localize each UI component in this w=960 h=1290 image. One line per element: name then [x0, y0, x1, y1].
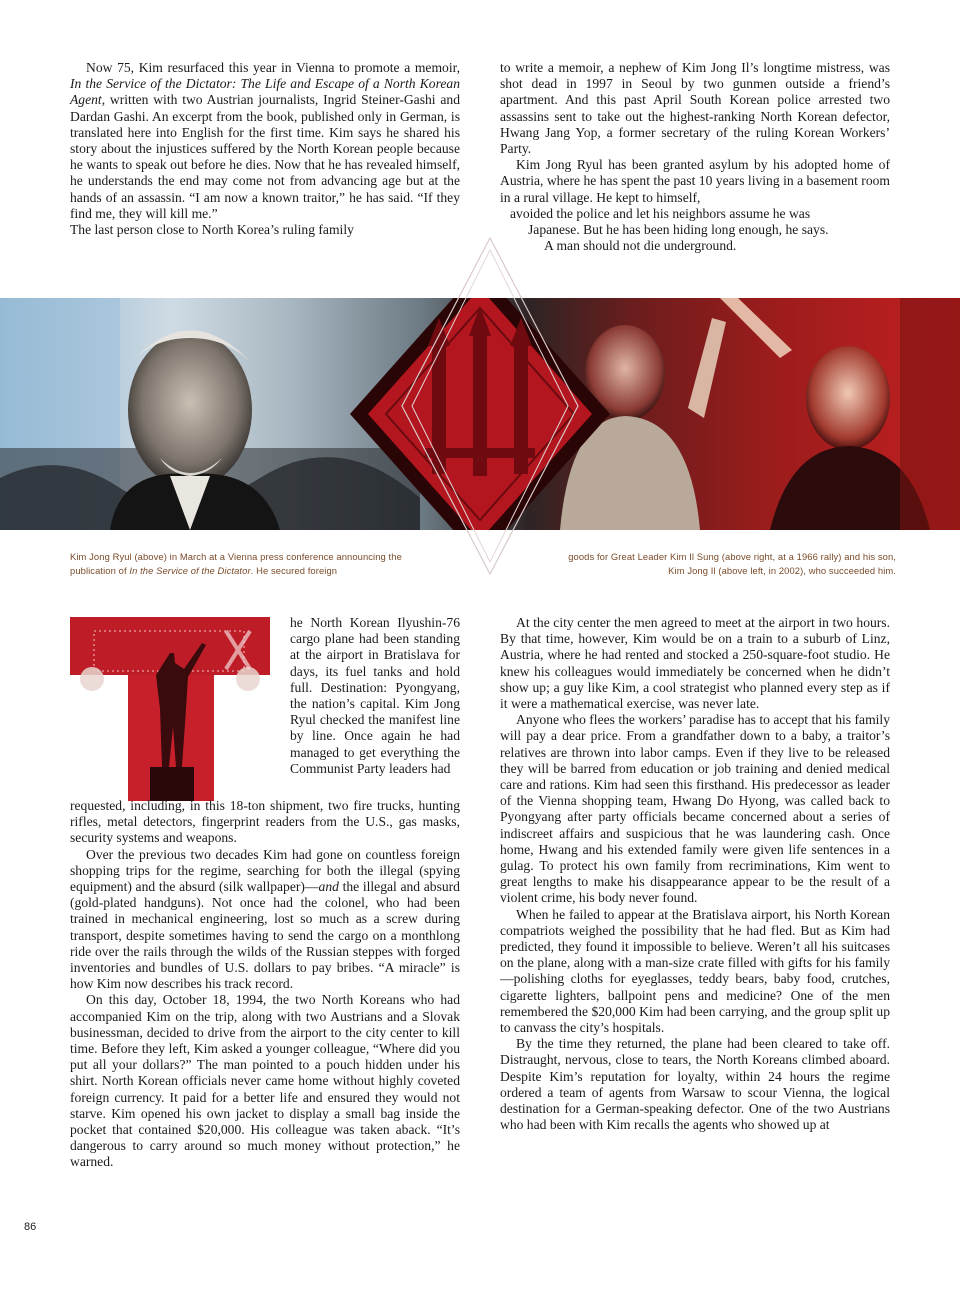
top-right-paragraph-2a: Kim Jong Ryul has been granted asylum by his adopted home of Austria, where he has spent the past 10 years living in a basement room in a rural village. He kept to himself,	[500, 157, 890, 205]
caption-book-title: In the Service of the Dictator	[129, 565, 251, 576]
drop-cap-t-illustration	[70, 617, 270, 801]
book-title: In the Service of the Dictator: The Life and Escape of a North Korean Agent,	[70, 76, 460, 108]
emblem-icon	[80, 667, 104, 691]
top-left-paragraph-2: The last person close to North Korea’s ruling family	[70, 222, 354, 238]
bottom-left-paragraph-1: requested, including, in this 18-ton shipment, two fire trucks, hunting rifles, metal detectors, fingerprint readers from the U.S., gas masks, security systems and weapons.	[70, 798, 460, 846]
caption-left: Kim Jong Ryul (above) in March at a Vienna press conference announcing the publication of In the Service of the Dictator. He secured foreign	[70, 551, 402, 576]
top-right-paragraph-2d: A man should not die underground.	[544, 238, 737, 254]
bottom-left-column	[70, 798, 460, 1171]
bottom-right-paragraph-4: By the time they returned, the plane had been cleared to take off. Distraught, nervous, close to tears, the North Koreans climbed aboard. Despite Kim’s reputation for loyalty, within 24 hours the regime ordered a team of agents from Warsaw to scour Vienna, the logical destination for a German-speaking defector. One of the two Austrians who had been with Kim recalls the agents who showed up at	[500, 1036, 890, 1133]
caption-right: goods for Great Leader Kim Il Sung (above right, at a 1966 rally) and his son, Kim Jong Il (above left, in 2002), who succeeded him.	[568, 551, 896, 576]
top-right-paragraph-2c: Japanese. But he has been hiding long enough, he says.	[528, 222, 829, 238]
bottom-right-paragraph-3: When he failed to appear at the Bratislava airport, his North Korean compatriots weighed the possibility that he had fled. But as Kim had predicted, they found it impossible to believe. Weren’t all his suitcases on the plane, along with a man-size crate filled with gifts for his family—polishing cloths for eyeglasses, teddy bears, baby food, crutches, cigarette lighters, ballpoint pens and medicine? One of the men remembered the $20,000 Kim had been carrying, and the group split up to canvass the city’s hospitals.	[500, 906, 890, 1036]
page-number: 86	[24, 1221, 37, 1233]
emblem-icon	[236, 667, 260, 691]
top-left-paragraph-1: Now 75, Kim resurfaced this year in Vienna to promote a memoir, In the Service of the Dictator: The Life and Escape of a North Korean Agent, written with two Austrian journalists, Ingrid Steiner-Gashi and Dardan Gashi. An excerpt from the book, published only in German, is translated here into English for the first time. Kim says he shared his story about the injustices suffered by the North Korean people because he wants to speak out before he dies. Now that he has revealed himself, he understands the end may come not from advancing age but at the hands of an assassin. “I am now a known traitor,” he has said. “If they find me, they will kill me.”	[70, 60, 460, 221]
bottom-left-paragraph-3: On this day, October 18, 1994, the two North Koreans who had accompanied Kim on the trip, along with two Austrians and a Slovak businessman, decided to drive from the airport to the city center to kill time. Before they left, Kim asked a younger colleague, “Where did you put all your dollars?” The man pointed to a pouch hidden under his shirt. North Korean officials never came home without highly coveted foreign currency. It paid for a better life and ensured they would not starve. Kim opened his own jacket to display a small bag inside the pocket that contained $20,000. His colleague was taken aback. “It’s dangerous to carry around so much money without protection,” he warned.	[70, 992, 460, 1170]
top-right-paragraph-1: to write a memoir, a nephew of Kim Jong Il’s longtime mistress, was shot dead in 1997 in Seoul by two gunmen outside a friend’s apartment. And this past April South Korean police arrested two assassins sent to take out the highest-ranking North Korean defector, Hwang Jang Yop, a former secretary of the ruling Korean Workers’ Party.	[500, 60, 890, 157]
drop-cap-wrapped-text	[290, 615, 460, 777]
top-right-paragraph-2b: avoided the police and let his neighbors assume he was	[510, 205, 811, 221]
opening-paragraph-wrap: he North Korean Ilyushin-76 cargo plane had been standing at the airport in Bratislava for days, its fuel tanks and hold full. Destination: Pyongyang, the nation’s capital. Kim Jong Ryul checked the manifest line by line. Once again he had managed to get everything the Communist Party leaders had	[290, 615, 460, 776]
bottom-right-paragraph-1: At the city center the men agreed to meet at the airport in two hours. By that time, however, Kim would be on a train to a suburb of Linz, Austria, where he had rented and stocked a 250-square-foot studio. He knew his colleagues would immediately be concerned when he didn’t show up; a guy like Kim, a cool strategist who planned every step as if it were a mathematical exercise, was never late.	[500, 615, 890, 712]
bottom-left-paragraph-2: Over the previous two decades Kim had gone on countless foreign shopping trips for the regime, searching for both the illegal (spying equipment) and the absurd (silk wallpaper)—and the illegal and absurd (gold-plated handguns). Not once had the colonel, who had been trained in mechanical engineering, lost so much as a screw during transport, despite sometimes having to send the cargo on a monthlong ride over the rails through the wilds of the Russian steppes with forged inventories and bundles of U.S. dollars to pay bribes. “A miracle” is how Kim now describes his track record.	[70, 846, 460, 992]
top-right-column	[500, 60, 890, 254]
top-left-column	[70, 60, 460, 238]
bottom-right-column	[500, 615, 890, 1134]
bottom-right-paragraph-2: Anyone who flees the workers’ paradise has to accept that his family will pay a dear price. From a grandfather down to a baby, a traitor’s relatives are thrown into labor camps. Even if they live to be released they will be barred from education or job training and denied medical care and rations. Kim had seen this firsthand. His predecessor as leader of the Vienna shopping team, Hwang Do Hyong, was called back to Pyongyang after party officials became concerned about a series of indiscreet affairs and suspicious that he was laundering cash. Once home, Hwang and his extended family were given life sentences in a gulag. To protect his own family from recriminations, Kim went to great lengths to make his disappearance appear to be the result of a violent crime, his body never found.	[500, 712, 890, 906]
diamond-outline-decoration	[400, 236, 580, 576]
